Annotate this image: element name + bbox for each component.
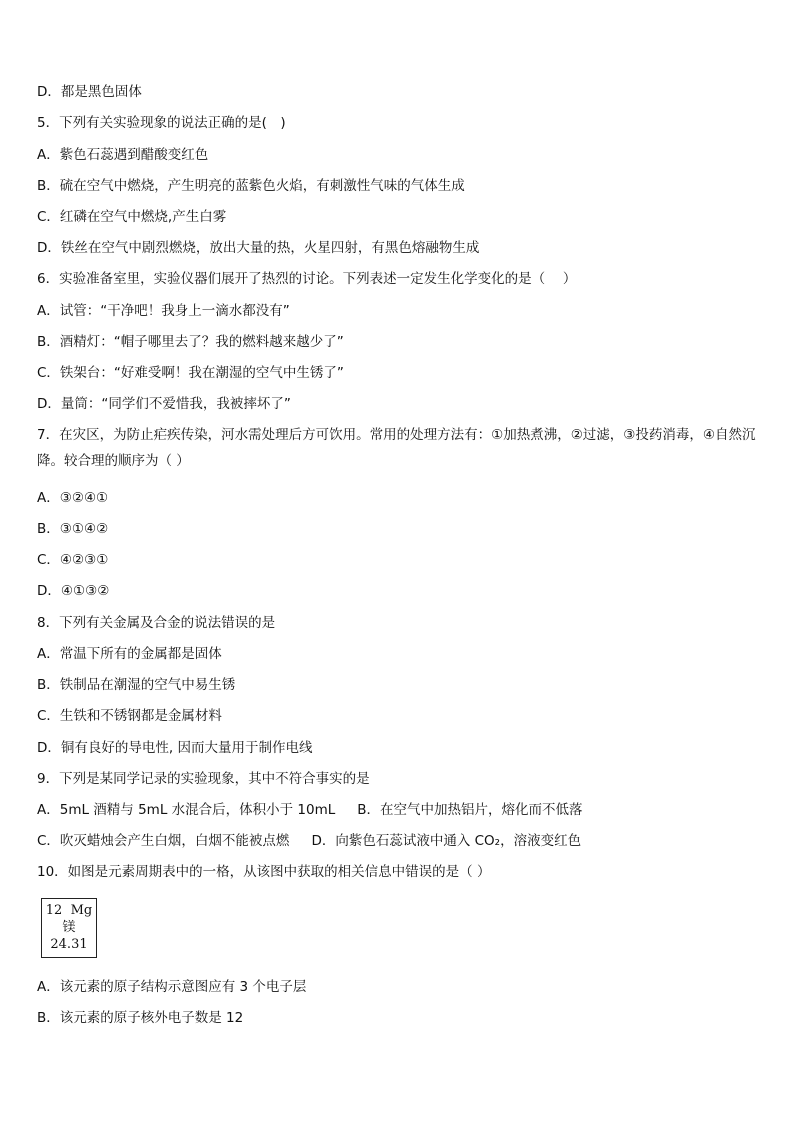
q6-option-c: C．铁架台：“好难受啊！我在潮湿的空气中生锈了” <box>37 365 344 381</box>
q9-options-row-1 <box>37 801 583 819</box>
q9-options-row-2 <box>37 832 581 850</box>
q6-stem: 6．实验准备室里，实验仪器们展开了热烈的讨论。下列表述一定发生化学变化的是（ ） <box>37 271 577 287</box>
element-symbol: Mg <box>70 903 93 918</box>
q10-option-a: A．该元素的原子结构示意图应有 3 个电子层 <box>37 979 307 995</box>
q7-stem: 7．在灾区，为防止疟疾传染，河水需处理后方可饮用。常用的处理方法有：①加热煮沸，②过滤，③投药消毒，④自然沉降。较合理的顺序为（ ） <box>37 427 756 469</box>
element-name: 镁 <box>62 920 76 935</box>
q9-stem: 9．下列是某同学记录的实验现象，其中不符合事实的是 <box>37 771 370 787</box>
q8-option-b: B．铁制品在潮湿的空气中易生锈 <box>37 677 236 693</box>
q8-stem: 8．下列有关金属及合金的说法错误的是 <box>37 615 276 631</box>
element-number-symbol <box>42 902 96 919</box>
q7-option-c: C．④②③① <box>37 552 109 568</box>
q9-option-c: C．吹灭蜡烛会产生白烟，白烟不能被点燃 <box>37 833 290 849</box>
q5-option-a: A．紫色石蕊遇到醋酸变红色 <box>37 147 209 163</box>
q7-option-d: D．④①③② <box>37 583 110 599</box>
q9-option-d: D．向紫色石蕊试液中通入 CO₂，溶液变红色 <box>311 833 582 849</box>
q6-option-a: A．试管：“干净吧！我身上一滴水都没有” <box>37 303 290 319</box>
q5-option-c: C．红磷在空气中燃烧,产生白雾 <box>37 209 227 225</box>
periodic-table-cell <box>41 898 97 958</box>
q6-option-d: D．量筒：“同学们不爱惜我，我被摔坏了” <box>37 396 291 412</box>
q9-option-b: B．在空气中加热铝片，熔化而不低落 <box>357 802 583 818</box>
q4-option-d: D．都是黑色固体 <box>37 84 142 100</box>
q8-option-d: D．铜有良好的导电性, 因而大量用于制作电线 <box>37 740 313 756</box>
element-atomic-number: 12 <box>45 903 63 918</box>
q8-option-c: C．生铁和不锈钢都是金属材料 <box>37 708 222 724</box>
q5-option-b: B．硫在空气中燃烧，产生明亮的蓝紫色火焰，有刺激性气味的气体生成 <box>37 178 465 194</box>
q7-option-a: A．③②④① <box>37 490 109 506</box>
q5-stem: 5．下列有关实验现象的说法正确的是( ) <box>37 115 286 131</box>
q8-option-a: A．常温下所有的金属都是固体 <box>37 646 222 662</box>
q9-option-a: A．5mL 酒精与 5mL 水混合后，体积小于 10mL <box>37 802 336 818</box>
q6-option-b: B．酒精灯：“帽子哪里去了？我的燃料越来越少了” <box>37 334 344 350</box>
element-atomic-mass: 24.31 <box>50 937 88 952</box>
q5-option-d: D．铁丝在空气中剧烈燃烧，放出大量的热，火星四射，有黑色熔融物生成 <box>37 240 480 256</box>
q10-stem: 10．如图是元素周期表中的一格，从该图中获取的相关信息中错误的是（ ） <box>37 864 491 880</box>
q7-option-b: B．③①④② <box>37 521 109 537</box>
q10-option-b: B．该元素的原子核外电子数是 12 <box>37 1010 244 1026</box>
